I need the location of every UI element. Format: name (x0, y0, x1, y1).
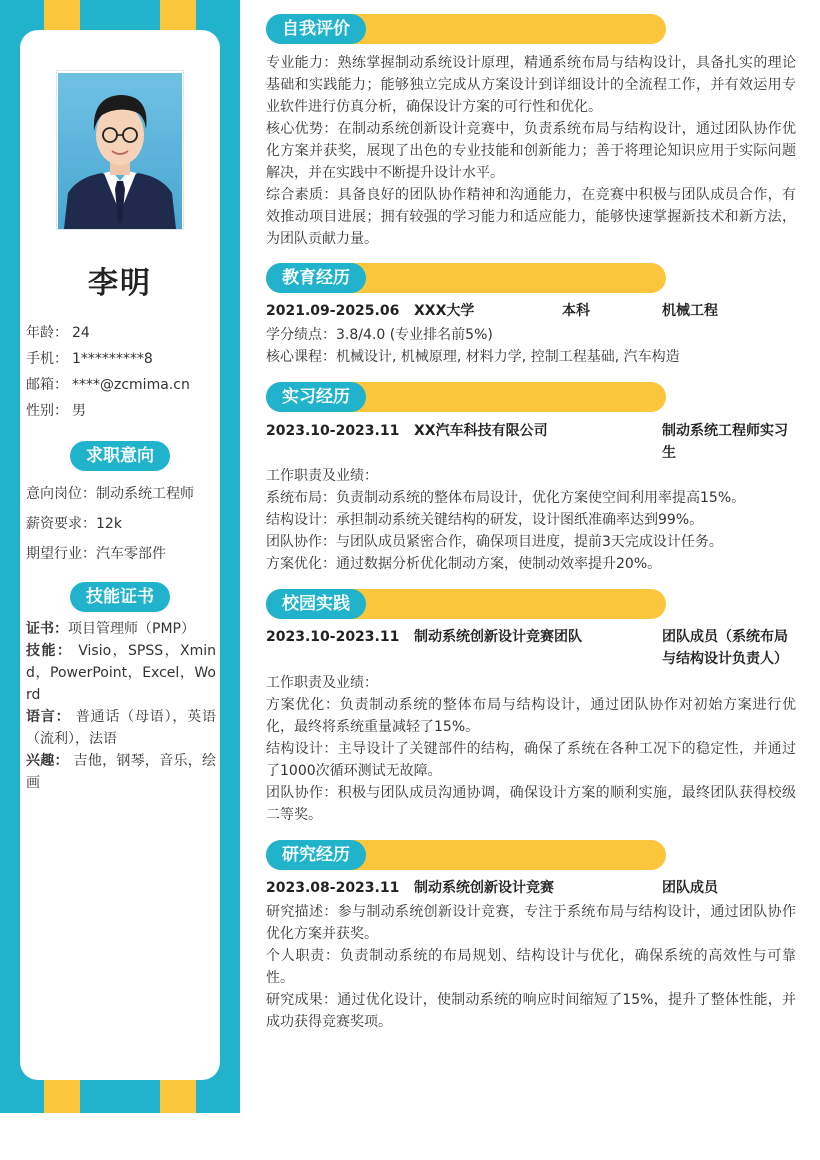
intent-title: 求职意向 (70, 441, 170, 471)
section-header-education (266, 263, 666, 293)
section-title: 研究经历 (266, 840, 366, 870)
skill-value: 吉他，钢琴，音乐，绘画 (26, 753, 217, 791)
intent-value: 制动系统工程师 (96, 486, 194, 502)
internship-period: 2023.10-2023.11 (266, 423, 400, 439)
section-title: 校园实践 (266, 589, 366, 619)
education-major: 机械工程 (662, 303, 718, 319)
intent-label: 薪资要求： (26, 516, 96, 532)
decor-stripe (44, 0, 80, 30)
research-detail (266, 901, 796, 1033)
candidate-name: 李明 (88, 266, 152, 301)
info-gender (26, 398, 216, 424)
skill-cert (26, 618, 216, 640)
section-title: 教育经历 (266, 263, 366, 293)
campus-period: 2023.10-2023.11 (266, 629, 400, 645)
info-value: 24 (72, 325, 90, 341)
portrait-photo (56, 70, 184, 230)
detail-line: 研究描述：参与制动系统创新设计竞赛，专注于系统布局与结构设计，通过团队协作优化方案并获奖。 (266, 904, 796, 942)
campus-org: 制动系统创新设计竞赛团队 (414, 629, 582, 645)
info-phone (26, 346, 216, 372)
basic-info (26, 320, 216, 424)
intent-position (26, 482, 216, 512)
section-header-self-eval (266, 14, 666, 44)
decor-stripe (160, 0, 196, 30)
decor-stripe (44, 1079, 80, 1113)
info-label: 手机： (26, 351, 68, 367)
internship-role: 制动系统工程师实习生 (662, 423, 788, 461)
education-gpa: 学分绩点：3.8/4.0 (专业排名前5%) (266, 327, 493, 343)
research-period: 2023.08-2023.11 (266, 880, 400, 896)
skill-label: 证书： (26, 621, 68, 637)
section-header-campus (266, 589, 666, 619)
section-title: 实习经历 (266, 382, 366, 412)
internship-company: XX汽车科技有限公司 (414, 423, 548, 439)
detail-line: 结构设计：承担制动系统关键结构的研发，设计图纸准确率达到99%。 (266, 512, 704, 528)
skill-language (26, 706, 216, 750)
info-age (26, 320, 216, 346)
detail-line: 系统布局：负责制动系统的整体布局设计，优化方案使空间利用率提高15%。 (266, 490, 746, 506)
skills-list (26, 618, 216, 794)
skill-hobby (26, 750, 216, 794)
detail-line: 结构设计：主导设计了关键部件的结构，确保了系统在各种工况下的稳定性，并通过了1000次循环测试无故障。 (266, 741, 796, 779)
internship-detail (266, 465, 796, 575)
info-value: 1*********8 (72, 351, 153, 367)
info-value: ****@zcmima.cn (72, 377, 190, 393)
skill-value: 普通话（母语），英语（流利），法语 (26, 709, 217, 747)
skill-label: 技能： (26, 643, 73, 659)
research-project: 制动系统创新设计竞赛 (414, 880, 554, 896)
education-school: XXX大学 (414, 303, 475, 319)
skill-value: 项目管理师（PMP） (68, 621, 195, 637)
info-email (26, 372, 216, 398)
intent-salary (26, 512, 216, 542)
detail-line: 个人职责：负责制动系统的布局规划、结构设计与优化，确保系统的高效性与可靠性。 (266, 948, 796, 986)
skills-title: 技能证书 (70, 582, 170, 612)
portrait-icon (58, 73, 182, 229)
intent-industry (26, 542, 216, 572)
detail-line: 方案优化：负责制动系统的整体布局与结构设计，通过团队协作对初始方案进行优化，最终将系统重量减轻了15%。 (266, 697, 796, 735)
section-title: 自我评价 (266, 14, 366, 44)
education-period: 2021.09-2025.06 (266, 303, 400, 319)
campus-detail (266, 672, 796, 826)
detail-line: 工作职责及业绩： (266, 675, 378, 691)
section-header-internship (266, 382, 666, 412)
info-label: 邮箱： (26, 377, 68, 393)
research-role: 团队成员 (662, 880, 718, 896)
job-intent (26, 482, 216, 572)
decor-stripe (160, 1079, 196, 1113)
self-eval-professional: 专业能力：熟练掌握制动系统设计原理，精通系统布局与结构设计，具备扎实的理论基础和实践能力；能够独立完成从方案设计到详细设计的全流程工作，并有效运用专业软件进行仿真分析，确保设计方案的可行性和优化。 (266, 55, 796, 115)
detail-line: 工作职责及业绩： (266, 468, 378, 484)
intent-label: 期望行业： (26, 546, 96, 562)
skill-label: 语言： (26, 709, 71, 725)
intent-value: 12k (96, 516, 122, 532)
self-eval-quality: 综合素质：具备良好的团队协作精神和沟通能力，在竞赛中积极与团队成员合作，有效推动项目进展；拥有较强的学习能力和适应能力，能够快速掌握新技术和新方法，为团队贡献力量。 (266, 187, 796, 247)
detail-line: 团队协作：与团队成员紧密合作，确保项目进度，提前3天完成设计任务。 (266, 534, 723, 550)
info-label: 性别： (26, 403, 68, 419)
self-eval-strength: 核心优势：在制动系统创新设计竞赛中，负责系统布局与结构设计，通过团队协作优化方案并获奖，展现了出色的专业技能和创新能力；善于将理论知识应用于实际问题解决，并在实践中不断提升设计水平。 (266, 121, 796, 181)
info-value: 男 (72, 403, 86, 419)
education-courses: 核心课程：机械设计, 机械原理, 材料力学, 控制工程基础, 汽车构造 (266, 349, 680, 365)
skill-label: 兴趣： (26, 753, 69, 769)
detail-line: 方案优化：通过数据分析优化制动方案，使制动效率提升20%。 (266, 556, 662, 572)
skill-tools (26, 640, 216, 706)
intent-value: 汽车零部件 (96, 546, 166, 562)
skill-value: Visio，SPSS，Xmind，PowerPoint，Excel，Word (26, 643, 217, 703)
campus-role: 团队成员（系统布局与结构设计负责人） (662, 629, 788, 667)
section-header-research (266, 840, 666, 870)
info-label: 年龄： (26, 325, 68, 341)
detail-line: 研究成果：通过优化设计，使制动系统的响应时间缩短了15%，提升了整体性能，并成功获得竞赛奖项。 (266, 992, 796, 1030)
detail-line: 团队协作：积极与团队成员沟通协调，确保设计方案的顺利实施，最终团队获得校级二等奖。 (266, 785, 796, 823)
intent-label: 意向岗位： (26, 486, 96, 502)
education-degree: 本科 (562, 303, 590, 319)
